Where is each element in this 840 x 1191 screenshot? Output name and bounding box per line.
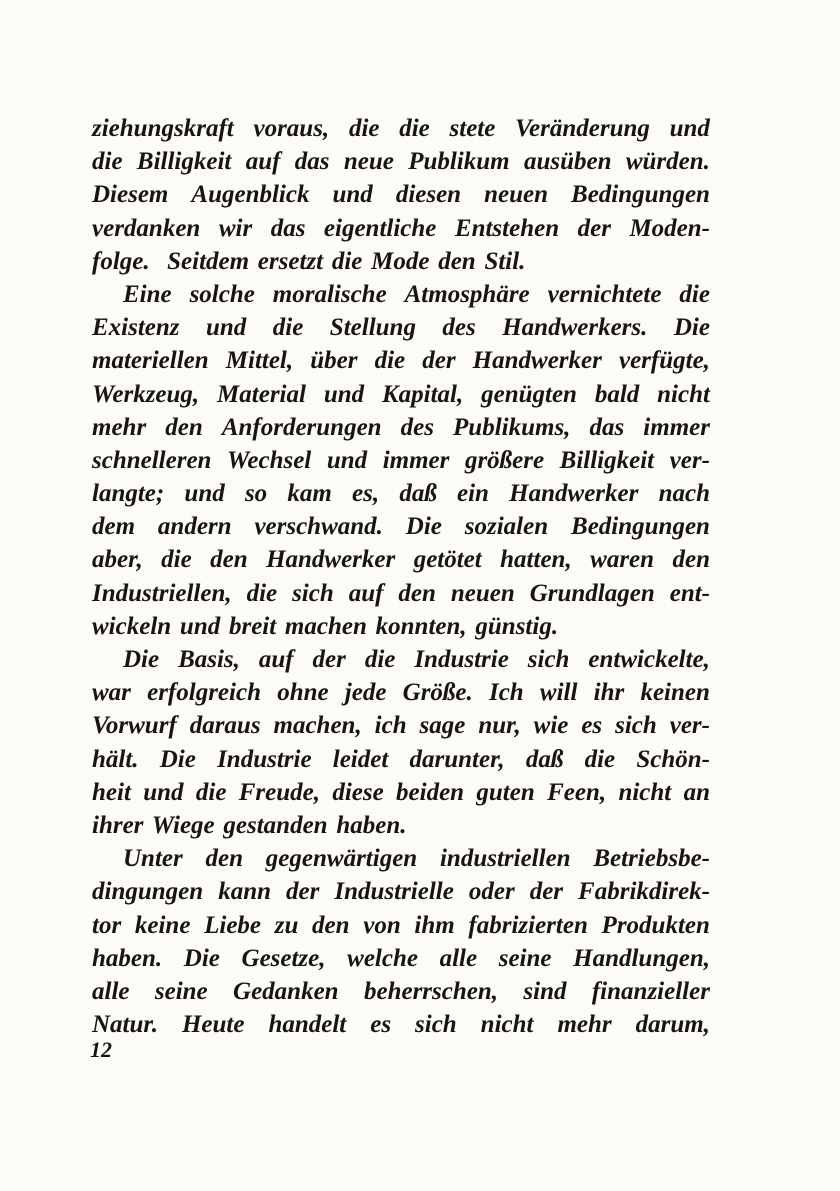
word: solche xyxy=(189,280,255,308)
word: andern xyxy=(157,513,232,541)
text-line xyxy=(92,842,710,875)
text-line xyxy=(92,942,710,975)
word: ent- xyxy=(669,579,710,607)
word: Industrielle xyxy=(334,878,454,906)
word: Grundlagen xyxy=(529,579,655,607)
text-line xyxy=(92,709,710,742)
word: leidet xyxy=(332,745,389,773)
word: nicht xyxy=(657,380,710,408)
word: den xyxy=(672,546,710,574)
word: Stellung xyxy=(329,314,416,342)
word: die xyxy=(246,579,278,607)
word: Handwerker xyxy=(266,546,396,574)
text-line xyxy=(92,212,710,245)
word: welche xyxy=(347,944,418,972)
word: langte; xyxy=(92,480,165,508)
word: Die xyxy=(123,646,160,673)
text-line xyxy=(92,477,710,510)
word: jede xyxy=(344,679,387,707)
word: an xyxy=(683,778,710,806)
text-line xyxy=(92,577,710,610)
word: Basis, xyxy=(178,646,240,673)
text-line xyxy=(92,444,710,477)
word: ver- xyxy=(669,446,710,474)
word: Publikums, xyxy=(453,413,571,441)
word: Billigkeit xyxy=(136,148,232,176)
word: der xyxy=(312,646,346,673)
word: voraus, xyxy=(253,115,330,142)
word: ohne xyxy=(277,679,329,707)
word: der xyxy=(422,347,456,375)
word: Diesem xyxy=(92,181,169,209)
word: Die xyxy=(405,513,442,541)
word: ausüben xyxy=(523,148,612,176)
word: den xyxy=(205,845,244,873)
word: auf xyxy=(258,646,294,673)
word: Mittel, xyxy=(225,347,294,375)
word: verschwand. xyxy=(254,513,383,541)
word: eigentliche xyxy=(323,214,437,242)
word: der xyxy=(529,878,564,906)
word: nach xyxy=(658,480,710,508)
word: fabrizierten xyxy=(468,911,588,939)
word: keinen xyxy=(640,679,710,707)
word: Die xyxy=(159,745,196,773)
word: nur, xyxy=(478,712,521,740)
word: schnelleren xyxy=(92,446,212,474)
word: die xyxy=(364,646,396,673)
text-line xyxy=(92,378,710,411)
word: das xyxy=(270,214,306,242)
text-line xyxy=(92,178,710,211)
word: Veränderung xyxy=(515,115,650,142)
text-line: wickeln und breit machen konnten, günstig. xyxy=(92,612,559,640)
word: oder xyxy=(468,878,515,906)
word: würden. xyxy=(625,148,710,176)
word: Entstehen xyxy=(454,214,560,242)
word: darum, xyxy=(635,1011,710,1039)
word: die xyxy=(399,115,430,142)
word: und xyxy=(326,446,368,474)
word: handelt xyxy=(268,1011,347,1039)
text-line xyxy=(92,543,710,576)
word: Die xyxy=(183,944,220,972)
word: gegenwärtigen xyxy=(265,845,418,873)
word: moralische xyxy=(272,280,387,308)
word: will xyxy=(539,679,578,707)
word: Handlungen, xyxy=(573,944,710,972)
word: Unter xyxy=(123,845,183,873)
word: Fabrikdirek- xyxy=(578,878,710,906)
word: der xyxy=(286,878,320,906)
text-line xyxy=(92,776,710,809)
text-line xyxy=(92,510,710,543)
word: neuen xyxy=(484,181,549,209)
word: Die xyxy=(673,314,710,342)
word: Existenz xyxy=(92,314,180,342)
text-line xyxy=(92,743,710,776)
word: heit xyxy=(92,778,131,806)
word: alle xyxy=(92,977,130,1005)
word: die xyxy=(92,148,123,176)
word: finanzieller xyxy=(591,977,710,1005)
word: neue xyxy=(343,148,394,176)
text-line xyxy=(92,145,710,178)
word: seine xyxy=(498,944,552,972)
word: immer xyxy=(643,413,710,441)
word: den xyxy=(165,413,203,441)
word: Wechsel xyxy=(227,446,312,474)
word: kam xyxy=(287,480,332,508)
word: guten xyxy=(476,778,535,806)
text-line xyxy=(92,676,710,709)
text-line xyxy=(92,875,710,908)
word: es xyxy=(370,1011,392,1039)
word: ein xyxy=(457,480,489,508)
word: ihm xyxy=(414,911,455,939)
word: den xyxy=(210,546,248,574)
word: beherrschen, xyxy=(363,977,499,1005)
page-number: 12 xyxy=(90,1037,112,1062)
word: ihr xyxy=(593,679,625,707)
word: sich xyxy=(527,646,570,673)
text-line xyxy=(92,975,710,1008)
word: über xyxy=(310,347,358,375)
word: erfolgreich xyxy=(147,679,261,707)
word: und xyxy=(669,115,710,142)
word: den xyxy=(312,911,350,939)
word: zu xyxy=(274,911,299,939)
word: größere xyxy=(464,446,545,474)
word: sind xyxy=(523,977,567,1005)
word: verdanken xyxy=(92,214,201,242)
word: das xyxy=(294,148,330,176)
word: Heute xyxy=(181,1011,245,1039)
word: es, xyxy=(352,480,380,508)
word: diesen xyxy=(395,181,462,209)
text-line xyxy=(92,112,710,145)
word: machen, xyxy=(273,712,362,740)
word: das xyxy=(589,413,625,441)
word: dingungen xyxy=(92,878,204,906)
word: und xyxy=(143,778,184,806)
word: auf xyxy=(245,148,281,176)
word: und xyxy=(206,314,247,342)
word: materiellen xyxy=(92,347,209,375)
word: kann xyxy=(218,878,271,906)
word: Bedingungen xyxy=(571,513,710,541)
word: daß xyxy=(399,480,437,508)
text-line xyxy=(92,411,710,444)
word: mehr xyxy=(557,1011,612,1039)
word: seine xyxy=(154,977,208,1005)
word: den xyxy=(398,579,436,607)
word: Natur. xyxy=(92,1011,159,1039)
word: industriellen xyxy=(439,845,571,873)
word: des xyxy=(442,314,476,342)
word: Augenblick xyxy=(191,181,310,209)
word: die xyxy=(272,314,304,342)
text-line xyxy=(92,909,710,942)
word: Kapital, xyxy=(381,380,464,408)
word: mehr xyxy=(92,413,147,441)
word: Gedanken xyxy=(233,977,339,1005)
word: so xyxy=(244,480,268,508)
word: sozialen xyxy=(464,513,549,541)
word: Schön- xyxy=(636,745,710,773)
word: Handwerker xyxy=(472,347,602,375)
word: Industrie xyxy=(217,745,312,773)
word: vernichtete xyxy=(547,280,662,308)
word: wie xyxy=(533,712,569,740)
text-line: folge. Seitdem ersetzt die Mode den Stil. xyxy=(92,247,526,275)
word: diese xyxy=(332,778,384,806)
word: und xyxy=(332,181,373,209)
word: Anforderungen xyxy=(221,413,382,441)
word: waren xyxy=(590,546,655,574)
text-block xyxy=(92,112,710,1041)
word: bald xyxy=(594,380,640,408)
word: alle xyxy=(439,944,478,972)
word: die xyxy=(584,745,616,773)
word: die xyxy=(679,280,710,308)
word: Industriellen, xyxy=(92,579,232,607)
word: neuen xyxy=(450,579,515,607)
word: ver- xyxy=(669,712,710,740)
word: Vorwurf xyxy=(92,712,177,740)
word: sich xyxy=(415,1011,457,1039)
word: Größe. xyxy=(402,679,473,707)
word: verfügte, xyxy=(618,347,710,375)
word: genügten xyxy=(481,380,577,408)
word: Handwerkers. xyxy=(502,314,648,342)
word: Publikum xyxy=(408,148,510,176)
word: Gesetze, xyxy=(241,944,326,972)
word: keine xyxy=(134,911,191,939)
word: daß xyxy=(525,745,564,773)
word: hatten, xyxy=(500,546,572,574)
word: Freude, xyxy=(238,778,320,806)
word: auf xyxy=(348,579,384,607)
text-line xyxy=(92,344,710,377)
word: Werkzeug, xyxy=(92,380,200,408)
word: stete xyxy=(449,115,496,142)
word: Liebe xyxy=(204,911,262,939)
word: sage xyxy=(419,712,466,740)
word: daraus xyxy=(189,712,261,740)
word: aber, xyxy=(92,546,143,574)
word: die xyxy=(195,778,227,806)
word: nicht xyxy=(480,1011,534,1039)
word: darunter, xyxy=(409,745,505,773)
word: tor xyxy=(92,911,122,939)
word: Bedingungen xyxy=(571,181,710,209)
word: Moden- xyxy=(629,214,710,242)
word: dem xyxy=(92,513,136,541)
word: des xyxy=(400,413,434,441)
word: Ich xyxy=(488,679,524,707)
word: Handwerker xyxy=(509,480,639,508)
word: und xyxy=(323,380,365,408)
word: der xyxy=(577,214,611,242)
word: und xyxy=(184,480,225,508)
word: Produkten xyxy=(601,911,710,939)
word: die xyxy=(374,347,406,375)
word: die xyxy=(348,115,380,142)
word: immer xyxy=(382,446,450,474)
text-line xyxy=(92,278,710,311)
word: nicht xyxy=(618,778,672,806)
word: haben. xyxy=(92,944,163,972)
word: Betriebsbe- xyxy=(593,845,710,873)
word: von xyxy=(363,911,401,939)
word: ich xyxy=(374,712,407,740)
text-line xyxy=(92,643,710,676)
word: entwickelte, xyxy=(588,646,710,673)
word: sich xyxy=(615,712,657,740)
word: die xyxy=(161,546,192,574)
word: sich xyxy=(292,579,334,607)
word: Material xyxy=(217,380,306,408)
word: beiden xyxy=(396,778,465,806)
word: es xyxy=(581,712,603,740)
word: Industrie xyxy=(414,646,509,673)
text-line xyxy=(92,1008,710,1041)
word: war xyxy=(92,679,131,707)
word: getötet xyxy=(413,546,482,574)
word: hält. xyxy=(92,745,139,773)
word: Feen, xyxy=(547,778,607,806)
text-line: ihrer Wiege gestanden haben. xyxy=(92,811,407,839)
word: Billigkeit xyxy=(559,446,655,474)
word: Atmosphäre xyxy=(404,280,530,308)
word: ziehungskraft xyxy=(92,115,234,142)
word: wir xyxy=(218,214,253,242)
text-line xyxy=(92,311,710,344)
word: Eine xyxy=(123,280,172,308)
